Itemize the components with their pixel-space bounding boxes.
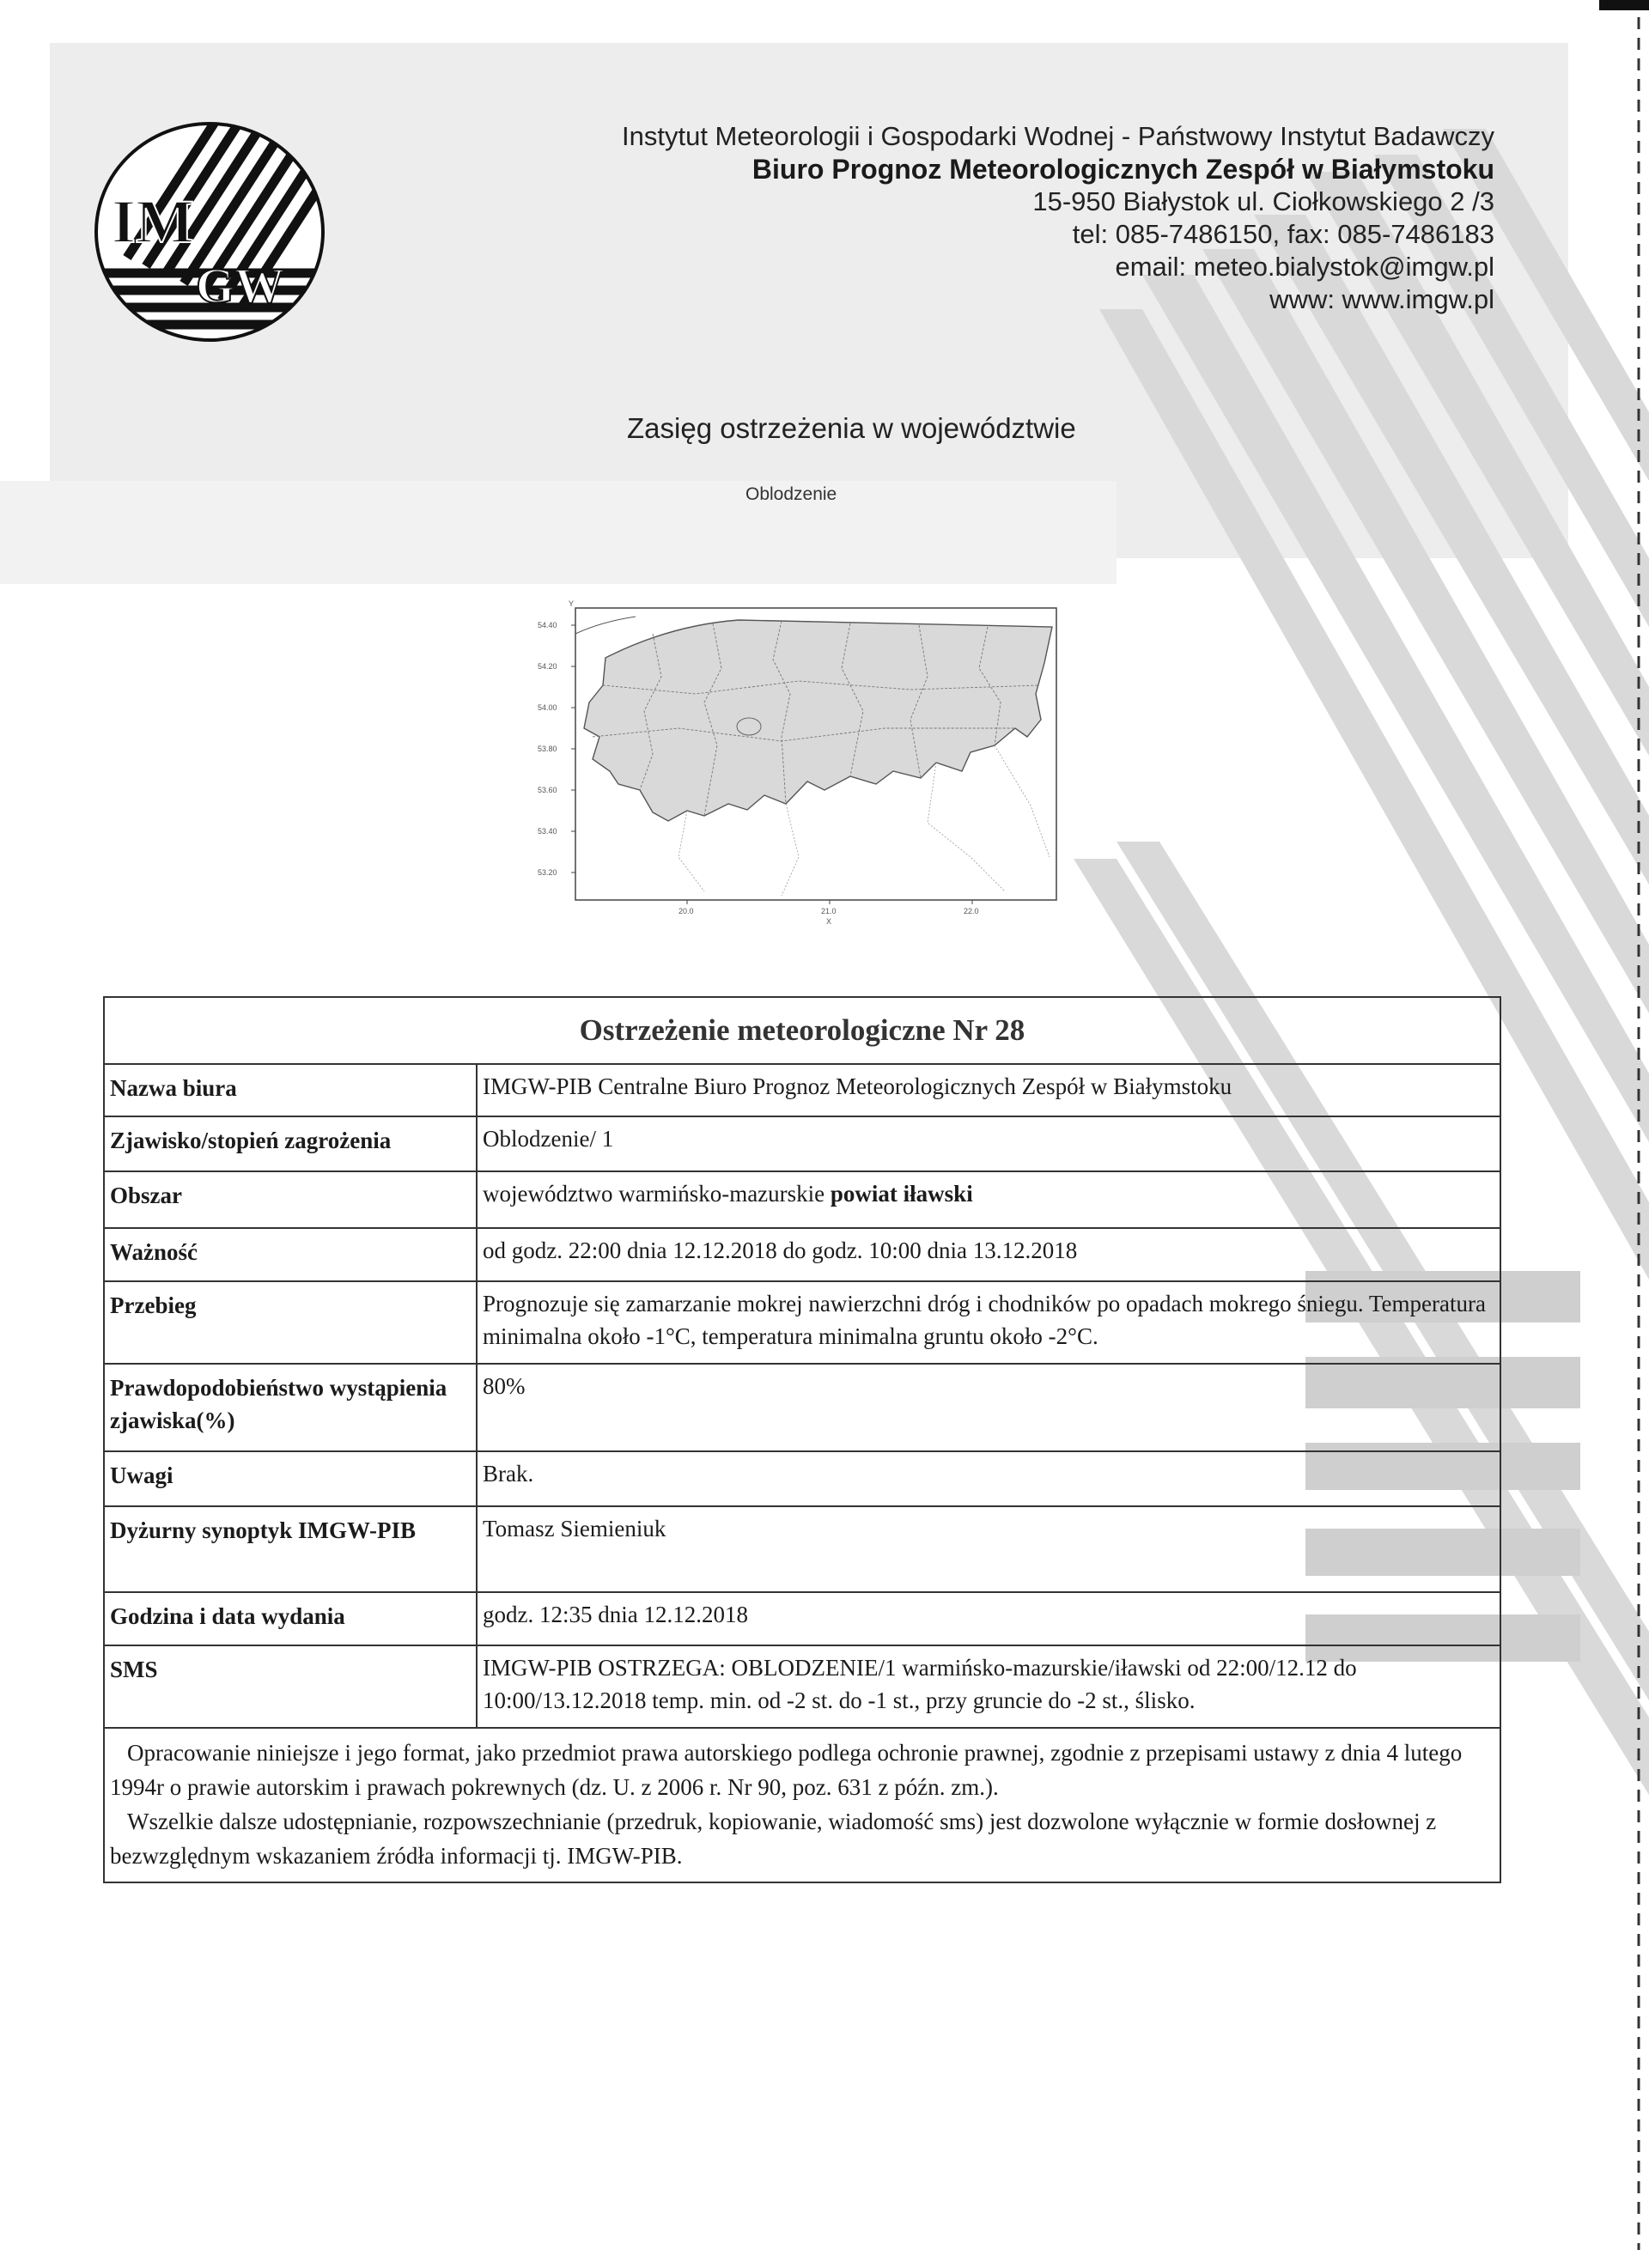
svg-text:22.0: 22.0 <box>964 907 979 915</box>
map-subtitle: Oblodzenie <box>745 484 837 504</box>
svg-text:53.60: 53.60 <box>538 786 557 794</box>
svg-text:53.40: 53.40 <box>538 827 557 836</box>
svg-text:54.00: 54.00 <box>538 703 557 712</box>
row-label: Prawdopodobieństwo wystąpienia zjawiska(%) <box>105 1364 477 1451</box>
institute-header <box>464 120 1494 316</box>
office-email: email: meteo.bialystok@imgw.pl <box>1115 252 1494 282</box>
row-value: Prognozuje się zamarzanie mokrej nawierzchni dróg i chodników po opadach mokrego śniegu. Temperatura minimalna około -1°C, temperatura minimalna gruntu około -2°C. <box>477 1281 1500 1364</box>
svg-text:54.40: 54.40 <box>538 621 557 629</box>
svg-text:53.20: 53.20 <box>538 868 557 877</box>
copyright-notice <box>105 1729 1500 1882</box>
svg-text:21.0: 21.0 <box>821 907 837 915</box>
svg-text:20.0: 20.0 <box>678 907 694 915</box>
row-label: Dyżurny synoptyk IMGW-PIB <box>105 1506 477 1592</box>
row-label: Przebieg <box>105 1281 477 1364</box>
svg-text:54.20: 54.20 <box>538 662 557 671</box>
row-label: Zjawisko/stopień zagrożenia <box>105 1116 477 1171</box>
row-value: od godz. 22:00 dnia 12.12.2018 do godz. 10:00 dnia 13.12.2018 <box>477 1228 1500 1281</box>
table-row <box>105 1506 1500 1592</box>
office-website: www: www.imgw.pl <box>1269 284 1494 314</box>
svg-text:X: X <box>826 917 832 926</box>
row-value: województwo warmińsko-mazurskie powiat iławski <box>477 1171 1500 1228</box>
institute-name: Instytut Meteorologii i Gospodarki Wodnej - Państwowy Instytut Badawczy <box>622 121 1494 151</box>
imgw-logo <box>93 120 326 344</box>
table-row <box>105 1116 1500 1171</box>
svg-text:Y: Y <box>569 599 575 608</box>
table-row <box>105 1171 1500 1228</box>
row-value: IMGW-PIB Centralne Biuro Prognoz Meteorologicznych Zespół w Białymstoku <box>477 1065 1500 1116</box>
row-label: Godzina i data wydania <box>105 1592 477 1645</box>
office-address: 15-950 Białystok ul. Ciołkowskiego 2 /3 <box>1032 186 1494 216</box>
row-label: SMS <box>105 1645 477 1728</box>
office-name: Biuro Prognoz Meteorologicznych Zespół w Białymstoku <box>751 154 1494 185</box>
warning-area-map <box>524 599 1067 943</box>
table-row <box>105 1281 1500 1364</box>
row-value: Brak. <box>477 1451 1500 1506</box>
row-value: 80% <box>477 1364 1500 1451</box>
warning-title: Ostrzeżenie meteorologiczne Nr 28 <box>105 998 1500 1065</box>
row-label: Obszar <box>105 1171 477 1228</box>
map-title: Zasięg ostrzeżenia w województwie <box>627 412 1076 444</box>
row-value: IMGW-PIB OSTRZEGA: OBLODZENIE/1 warmińsko-mazurskie/iławski od 22:00/12.12 do 10:00/13.12.2018 temp. min. od -2 st. do -1 st., przy gruncie do -2 st., ślisko. <box>477 1645 1500 1728</box>
office-phone: tel: 085-7486150, fax: 085-7486183 <box>1072 219 1494 249</box>
row-label: Uwagi <box>105 1451 477 1506</box>
table-row <box>105 1364 1500 1451</box>
row-value: Tomasz Siemieniuk <box>477 1506 1500 1592</box>
row-label: Ważność <box>105 1228 477 1281</box>
row-value: Oblodzenie/ 1 <box>477 1116 1500 1171</box>
copyright-paragraph: Opracowanie niniejsze i jego format, jako przedmiot prawa autorskiego podlega ochronie prawnej, zgodnie z przepisami ustawy z dnia 4 lutego 1994r o prawie autorskim i prawach pokrewnych (dz. U. z 2006 r. Nr 90, poz. 631 z późn. zm.). <box>110 1740 1463 1800</box>
table-row <box>105 1645 1500 1728</box>
table-row <box>105 1451 1500 1506</box>
table-row <box>105 1228 1500 1281</box>
warning-table <box>103 996 1501 1883</box>
svg-text:GW: GW <box>196 258 285 313</box>
table-row <box>105 1065 1500 1116</box>
row-label: Nazwa biura <box>105 1065 477 1116</box>
row-value: godz. 12:35 dnia 12.12.2018 <box>477 1592 1500 1645</box>
svg-text:IM: IM <box>112 187 194 256</box>
distribution-paragraph: Wszelkie dalsze udostępnianie, rozpowszechnianie (przedruk, kopiowanie, wiadomość sms) jest dozwolone wyłącznie w formie dosłownej z bezwzględnym wskazaniem źródła informacji tj. IMGW-PIB. <box>110 1809 1437 1869</box>
svg-text:53.80: 53.80 <box>538 745 557 753</box>
table-row <box>105 1592 1500 1645</box>
